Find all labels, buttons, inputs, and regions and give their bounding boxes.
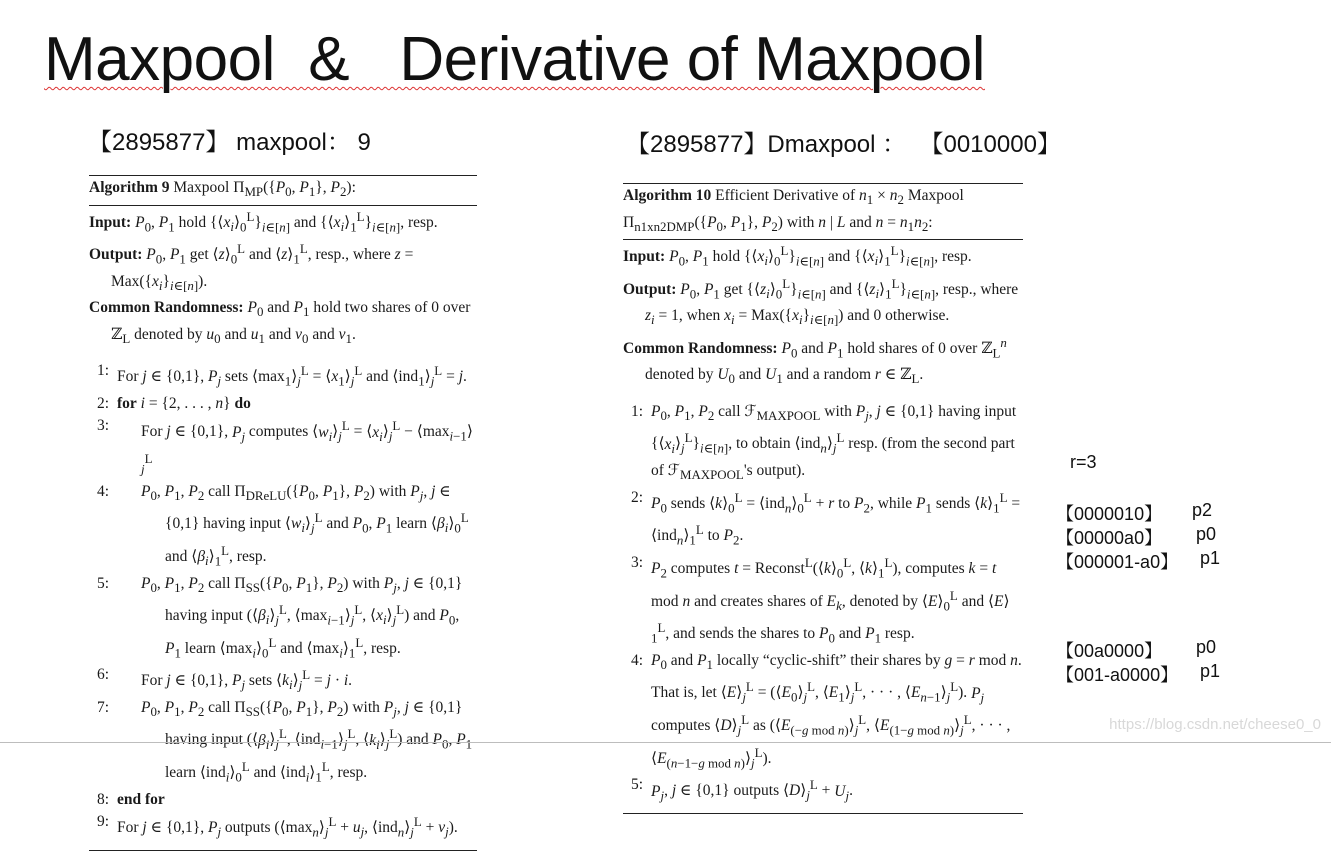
algo10-step-2: 2: $P_0$ sends $⟨k⟩_0^L$ = $⟨ind_n⟩_0^L + r$ to $P_2$, while $P_1$ sends $⟨k⟩_1^L$ = $⟨ind_n⟩_1^L$ to $P_2$. [631,488,1021,548]
algo10-input: Input: $P_0$, $P_1$ hold $\{⟨x_i⟩_0^L\}_{i\in[n]}$ and $\{⟨x_i⟩_1^L\}_{i\in[n]}$, resp. [623,243,972,269]
annotation-party: p1 [1200,548,1221,568]
watermark: https://blog.csdn.net/cheese0_0 [1109,716,1321,733]
algo9-step-1: 1: For j ∈ {0,1}, $P_j$ sets $⟨\max_1⟩_j^L$ = $⟨x_1⟩_j^L$ and $⟨ind_1⟩_j^L = j$. [97,362,467,389]
algo10-output: Output: $P_0$, $P_1$ get $\{⟨z_i⟩_0^L\}_{i\in[n]}$ and $\{⟨z_i⟩_1^L\}_{i\in[n]}$, resp., where $z_i = 1$, when $x_i = Max(\{x_i\}_{i\in[n]})$ and 0 otherwise. [623,275,1019,328]
right-heading: 【2895877】Dmaxpool ： 【0010000】 [626,131,1061,158]
annotation-r: r=3 [1070,452,1097,472]
annotation-code: 【00a0000】 [1056,641,1163,661]
algo10-common: Common Randomness: $P_0$ and $P_1$ hold shares of 0 over ℤ$_L^n$ denoted by $U_0$ and $U_1$ and a random r ∈ ℤ$_L$. [623,334,1007,387]
annotation-code: 【000001-a0】 [1056,552,1179,572]
annotation-code: 【001-a0000】 [1056,665,1179,685]
algo9-step-7: 7: $P_0$, $P_1$, $P_2$ call $\Pi_{SS}(\{P_0$, $P_1$}, $P_2$) with $P_j$, j ∈ {0,1} having input ($⟨\beta_i⟩_j^L$, $⟨ind_{i-1}⟩_j^L$, $⟨k_i⟩_j^L$) and $P_0$, $P_1$ learn $⟨ind_i⟩_0^L$ and $⟨ind_i⟩_1^L$, resp. [97,698,473,785]
annotation-party: p0 [1196,524,1217,544]
algo9-input: Input: $P_0$, $P_1$ hold $\{⟨x_i⟩_0^L\}_{i\in[n]}$ and $\{⟨x_i⟩_1^L\}_{i\in[n]}$, resp. [89,208,438,234]
algo10-step-5: 5: $P_j$, j ∈ {0,1} outputs $⟨D⟩_j^L + U_j$. [631,776,853,803]
algorithm-10 [623,183,1023,814]
algo9-output: Output: $P_0$, $P_1$ get $⟨z⟩_0^L$ and $⟨z⟩_1^L$, resp., where $z = Max(\{x_i\}_{i\in[n]})$. [89,241,414,293]
annotation-party: p2 [1192,500,1213,520]
annotation-party: p1 [1200,661,1221,681]
algorithm-9 [89,175,477,851]
algo9-step-4: 4: $P_0$, $P_1$, $P_2$ call $\Pi_{DReLU}(\{P_0$, $P_1$}, $P_2$) with $P_j$, j ∈ {0,1} having input $⟨w_i⟩_j^L$ and $P_0$, $P_1$ learn $⟨\beta_i⟩_0^L$ and $⟨\beta_i⟩_1^L$, resp. [97,482,469,569]
annotation-code: 【0000010】 [1056,504,1163,524]
algo9-header: Algorithm 9 Maxpool $\Pi_{MP}(\{P_0$, $P_1$}, $P_2$): [89,179,356,200]
algo9-step-5: 5: $P_0$, $P_1$, $P_2$ call $\Pi_{SS}(\{P_0$, $P_1$}, $P_2$) with $P_j$, j ∈ {0,1} having input ($⟨\beta_i⟩_j^L$, $⟨\max_{i-1}⟩_j^L$, $⟨x_i⟩_j^L$) and $P_0$, $P_1$ learn $⟨\max_i⟩_0^L$ and $⟨\max_i⟩_1^L$, resp. [97,574,463,660]
algo9-common: Common Randomness: $P_0$ and $P_1$ hold two shares of 0 over ℤ$_L$ denoted by $u_0$ and $u_1$ and $v_0$ and $v_1$. [89,299,471,346]
algo10-step-4: 4: $P_0$ and $P_1$ locally “cyclic-shift” their shares by g = r mod n. That is, let $⟨E⟩_j^L$ = ($⟨E_0⟩_j^L$, $⟨E_1⟩_j^L$, · · · , $⟨E_{n-1}⟩_j^L$). $P_j$ computes $⟨D⟩_j^L$ as ($⟨E_{(-g mod n)}⟩_j^L$, $⟨E_{(1-g mod n)}⟩_j^L$, · · · , $⟨E_{(n-1-g mod n)}⟩_j^L$). [631,651,1022,770]
algo10-header: Algorithm 10 Efficient Derivative of $n_1 \times n_2$ Maxpool $\Pi_{n1xn2DMP}(\{P_0$, $P_1$}, $P_2$) with n | L and $n = n_1n_2$: [623,187,964,234]
algo9-step-9: 9: For j ∈ {0,1}, $P_j$ outputs ($⟨\max_n⟩_j^L + u_j$, $⟨ind_n⟩_j^L + v_j$). [97,813,458,840]
algo9-step-6: 6: For j ∈ {0,1}, $P_j$ sets $⟨k_i⟩_j^L = j \cdot i$. [97,666,353,693]
annotation-code: 【00000a0】 [1056,528,1163,548]
left-heading: 【2895877】 maxpool： 9 [88,129,371,156]
page-title: Maxpool & Derivative of Maxpool [44,25,985,94]
algo9-step-8: 8: end for [97,790,165,808]
annotation-party: p0 [1196,637,1217,657]
algo10-step-3: 3: $P_2$ computes $t = Reconst^L(⟨k⟩_0^L$, $⟨k⟩_1^L$), computes k = t mod n and creates shares of $E_k$, denoted by $⟨E⟩_0^L$ and $⟨E⟩_1^L$, and sends the shares to $P_0$ and $P_1$ resp. [631,553,1010,646]
algo9-step-2: 2: for i = {2, . . . , n} do [97,394,251,412]
algo9-step-3: 3: For j ∈ {0,1}, $P_j$ computes $⟨w_i⟩_j^L$ = $⟨x_i⟩_j^L$ − $⟨\max_{i-1}⟩_j^L$ [97,417,473,477]
algo10-step-1: 1: $P_0$, $P_1$, $P_2$ call ℱ$_{MAXPOOL}$ with $P_j$, j ∈ {0,1} having input $\{⟨x_i⟩_j^L\}_{i\in[n]}$, to obtain $⟨ind_n⟩_j^L$ resp. (from the second part of ℱ$_{MAXPOOL}$'s output). [631,402,1017,483]
slide-bottom-border [0,742,1331,743]
